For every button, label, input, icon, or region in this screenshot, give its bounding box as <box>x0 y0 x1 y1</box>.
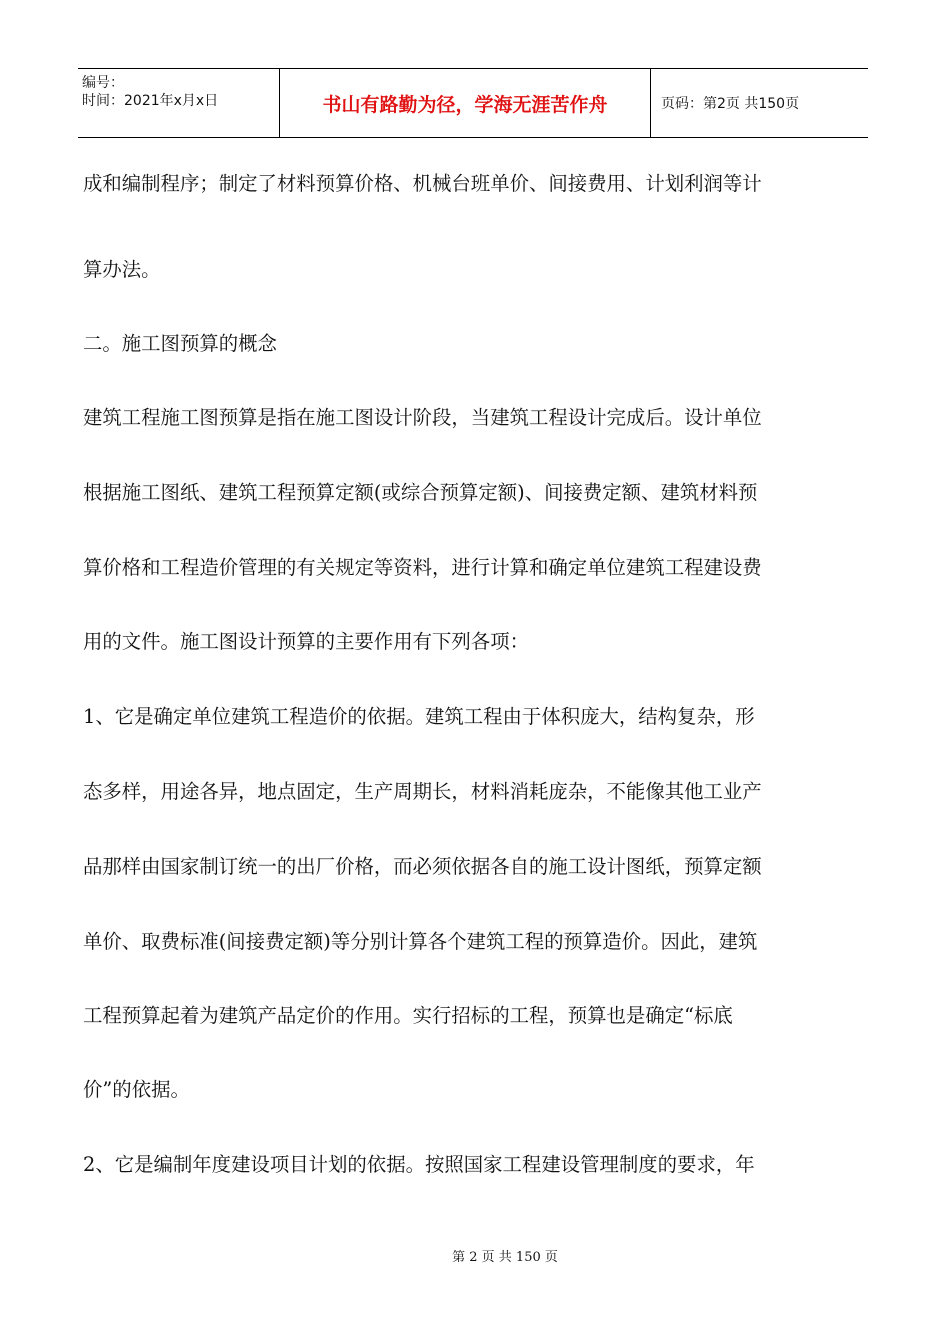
section-heading: 二。施工图预算的概念 <box>83 332 277 355</box>
body-line: 建筑工程施工图预算是指在施工图设计阶段，当建筑工程设计完成后。设计单位 <box>83 406 762 429</box>
body-line: 价”的依据。 <box>83 1078 190 1101</box>
body-line: 2、它是编制年度建设项目计划的依据。按照国家工程建设管理制度的要求，年 <box>83 1153 755 1176</box>
body-line: 品那样由国家制订统一的出厂价格，而必须依据各自的施工设计图纸，预算定额 <box>83 855 762 878</box>
header-meta <box>78 69 280 137</box>
body-line: 态多样，用途各异，地点固定，生产周期长，材料消耗庞杂，不能像其他工业产 <box>83 780 762 803</box>
page-footer: 第 2 页 共 150 页 <box>452 1250 558 1265</box>
header-page-info: 页码：第2页 共150页 <box>661 96 800 112</box>
header-motto: 书山有路勤为径，学海无涯苦作舟 <box>280 69 651 137</box>
body-line: 用的文件。施工图设计预算的主要作用有下列各项： <box>83 630 529 653</box>
body-line: 根据施工图纸、建筑工程预算定额(或综合预算定额)、间接费定额、建筑材料预 <box>83 481 758 504</box>
body-line: 1、它是确定单位建筑工程造价的依据。建筑工程由于体积庞大，结构复杂，形 <box>83 705 755 728</box>
body-line: 单价、取费标准(间接费定额)等分别计算各个建筑工程的预算造价。因此，建筑 <box>83 930 758 953</box>
body-line: 算办法。 <box>83 258 161 281</box>
body-line: 算价格和工程造价管理的有关规定等资料，进行计算和确定单位建筑工程建设费 <box>83 556 762 579</box>
body-line: 成和编制程序；制定了材料预算价格、机械台班单价、间接费用、计划利润等计 <box>83 172 762 195</box>
body-line: 工程预算起着为建筑产品定价的作用。实行招标的工程，预算也是确定“标底 <box>83 1004 733 1027</box>
time-label: 时间：2021年x月x日 <box>82 93 219 109</box>
page-header <box>78 68 868 138</box>
number-label: 编号： <box>82 75 124 91</box>
